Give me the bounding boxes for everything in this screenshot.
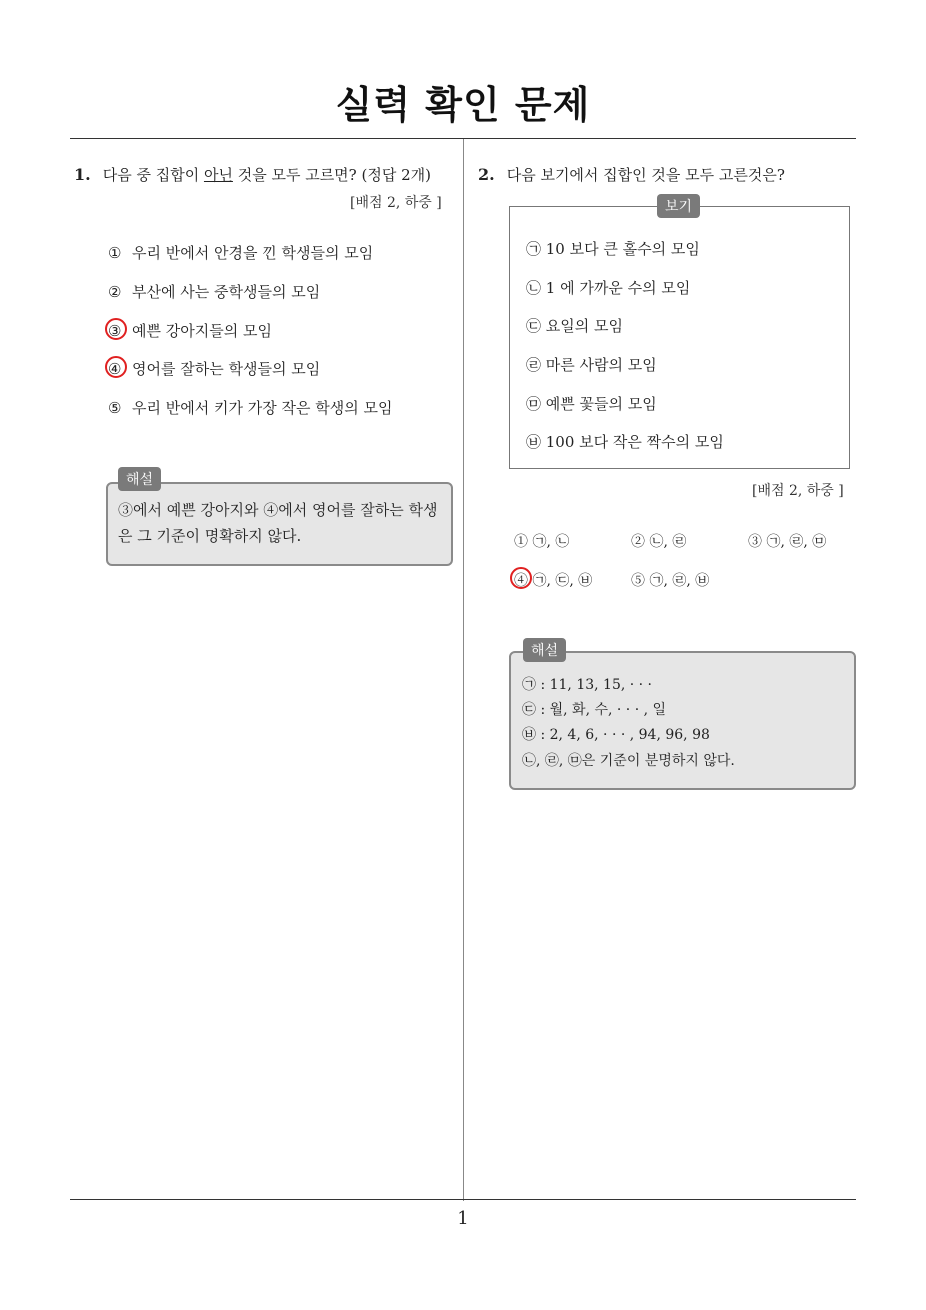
q1-option-3[interactable] <box>108 320 272 341</box>
bottom-rule <box>70 1199 856 1200</box>
page-title: 실력 확인 문제 <box>335 83 591 127</box>
q1-solution-line-2: 은 그 기준이 명확하지 않다. <box>118 527 302 545</box>
q2-choice-1[interactable]: ① ㉠, ㉡ <box>514 534 570 550</box>
question-1-text-before: 다음 중 집합이 <box>102 166 204 184</box>
q2-solution-line-3: ㉥ : 2, 4, 6, · · · , 94, 96, 98 <box>522 727 710 743</box>
question-1 <box>74 164 431 185</box>
q1-option-3-text: 예쁜 강아지들의 모임 <box>132 322 272 340</box>
column-divider <box>463 139 464 1201</box>
q1-option-1-text: 우리 반에서 안경을 낀 학생들의 모임 <box>132 244 374 262</box>
q1-answer-circle-4 <box>105 356 127 378</box>
question-1-underlined: 아닌 <box>203 166 233 184</box>
question-2-number: 2. <box>478 165 495 184</box>
q1-option-5-marker: ⑤ <box>108 399 122 417</box>
question-1-number: 1. <box>74 165 91 184</box>
q1-solution-text <box>118 497 437 549</box>
bogi-label: 보기 <box>657 194 700 218</box>
q1-option-3-marker: ③ <box>108 322 122 340</box>
q2-solution-line-2: ㉢ : 월, 화, 수, · · · , 일 <box>522 702 667 718</box>
q2-solution-label: 해설 <box>523 638 566 662</box>
q1-solution-line-1: ③에서 예쁜 강아지와 ④에서 영어를 잘하는 학생 <box>118 501 438 519</box>
q1-option-4-marker: ④ <box>108 360 122 378</box>
q1-solution-label: 해설 <box>118 467 161 491</box>
bogi-item-4: ㉣ 마른 사람의 모임 <box>526 356 657 374</box>
q1-option-2-marker: ② <box>108 283 122 301</box>
q2-solution-line-1: ㉠ : 11, 13, 15, · · · <box>522 677 653 693</box>
q1-option-5-text: 우리 반에서 키가 가장 작은 학생의 모임 <box>132 399 393 417</box>
q1-option-4-text: 영어를 잘하는 학생들의 모임 <box>132 360 321 378</box>
q1-option-2[interactable] <box>108 281 320 302</box>
question-2-score: [배점 2, 하중 ] <box>752 483 844 499</box>
q2-choice-2[interactable]: ② ㉡, ㉣ <box>631 534 687 550</box>
question-2-text: 다음 보기에서 집합인 것을 모두 고른것은? <box>506 166 785 184</box>
question-1-score: [배점 2, 하중 ] <box>350 195 442 211</box>
q1-option-5[interactable] <box>108 397 392 418</box>
q2-choice-4[interactable]: ④ ㉠, ㉢, ㉥ <box>514 573 593 589</box>
q2-choice-5[interactable]: ⑤ ㉠, ㉣, ㉥ <box>631 573 710 589</box>
q2-answer-circle-4 <box>510 567 532 589</box>
q2-solution-line-4: ㉡, ㉣, ㉤은 기준이 분명하지 않다. <box>522 753 735 769</box>
bogi-item-2: ㉡ 1 에 가까운 수의 모임 <box>526 279 691 297</box>
q1-option-4[interactable] <box>108 358 320 379</box>
q1-option-2-text: 부산에 사는 중학생들의 모임 <box>132 283 321 301</box>
bogi-item-6: ㉥ 100 보다 작은 짝수의 모임 <box>526 433 724 451</box>
page-number: 1 <box>457 1208 469 1229</box>
bogi-item-3: ㉢ 요일의 모임 <box>526 317 623 335</box>
bogi-item-1: ㉠ 10 보다 큰 홀수의 모임 <box>526 240 700 258</box>
question-1-text-after: 것을 모두 고르면? (정답 2개) <box>232 166 431 184</box>
question-2 <box>478 164 785 185</box>
bogi-item-5: ㉤ 예쁜 꽃들의 모임 <box>526 395 657 413</box>
q1-answer-circle-3 <box>105 318 127 340</box>
q2-choice-3[interactable]: ③ ㉠, ㉣, ㉤ <box>748 534 827 550</box>
q1-option-1-marker: ① <box>108 244 122 262</box>
q1-option-1[interactable] <box>108 242 373 263</box>
